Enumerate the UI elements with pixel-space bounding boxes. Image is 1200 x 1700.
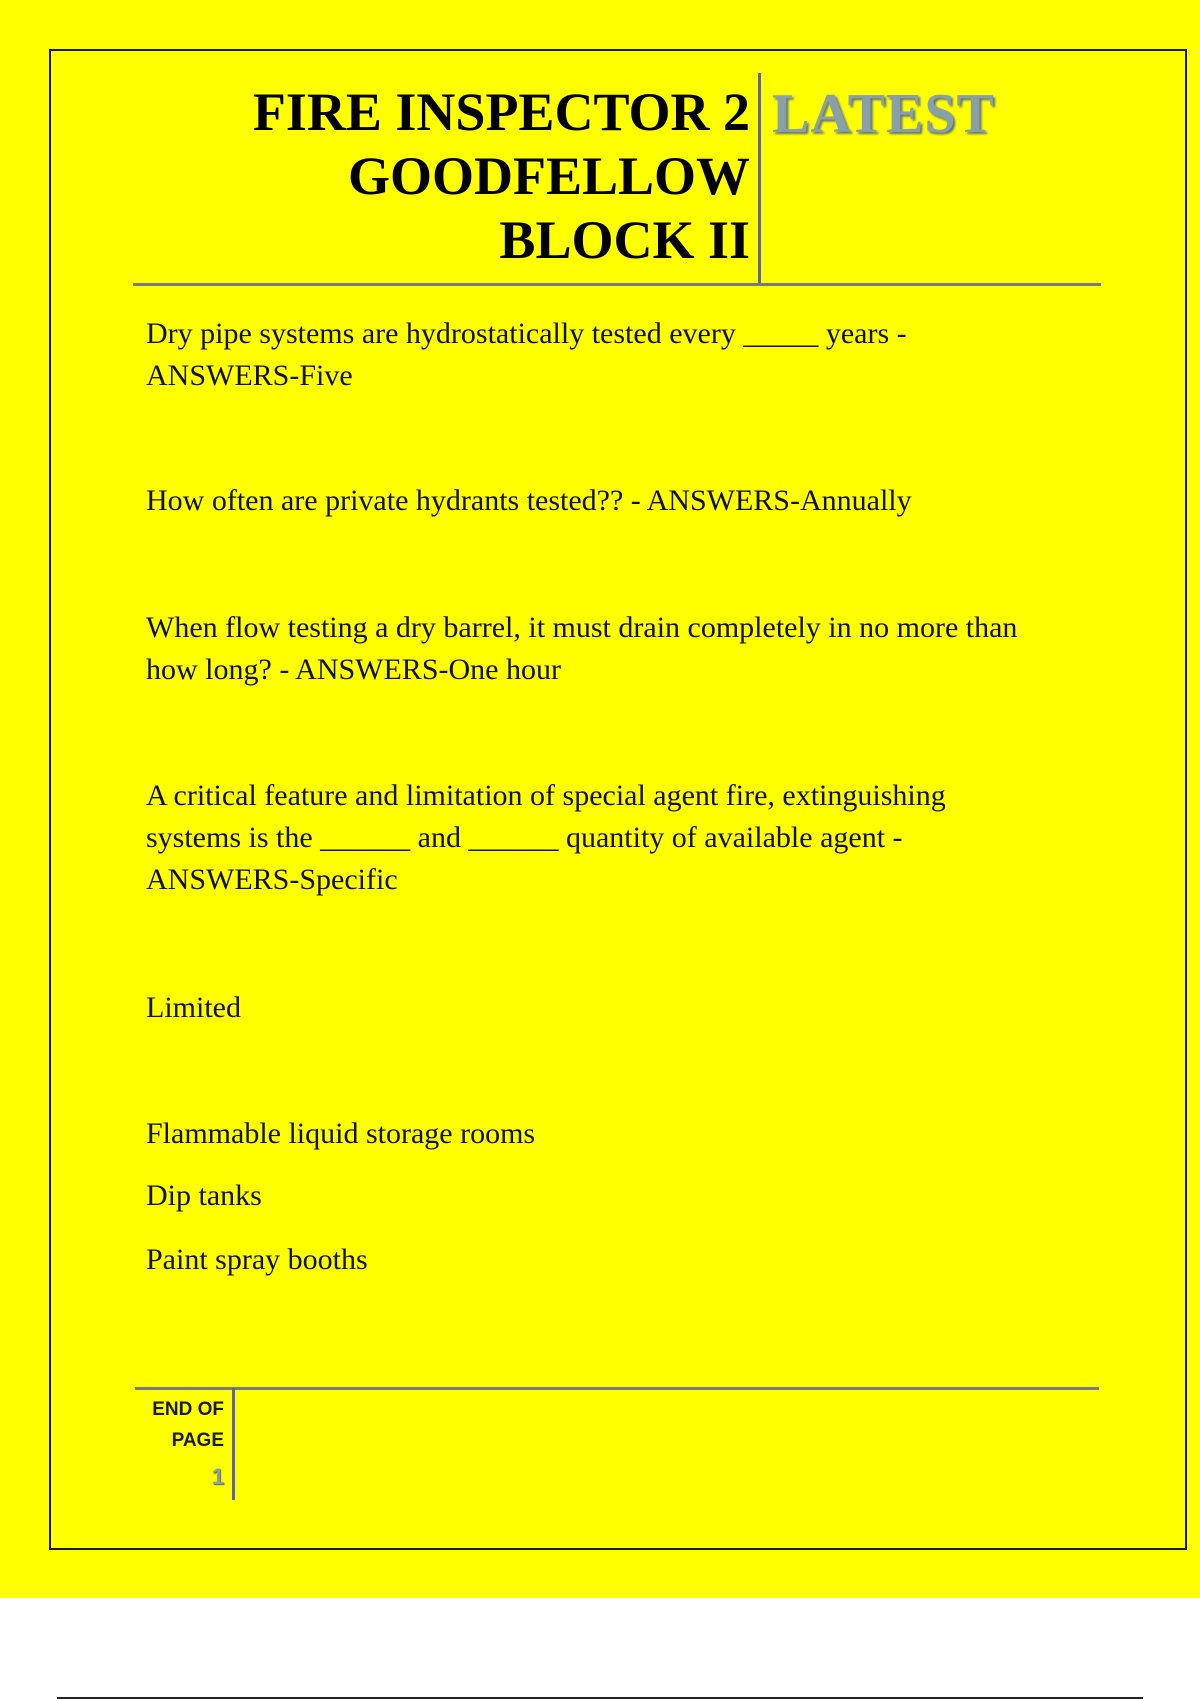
page-number: 1 [211, 1464, 224, 1489]
text-line: Dry pipe systems are hydrostatically tested every _____ years - [146, 317, 907, 350]
title-divider [758, 73, 761, 283]
footer-label-line: END OF [152, 1399, 224, 1420]
footer-label-line: PAGE [171, 1430, 224, 1451]
document-title [150, 80, 750, 272]
header-rule [133, 283, 1101, 286]
text-line: A critical feature and limitation of special agent fire, extinguishing [146, 779, 946, 812]
text-line: Flammable liquid storage rooms [146, 1117, 536, 1150]
text-flammable-rooms [146, 1113, 1106, 1155]
text-line: ANSWERS-Specific [146, 863, 398, 896]
qa-dry-barrel [146, 607, 1106, 691]
text-line: When flow testing a dry barrel, it must drain completely in no more than [146, 611, 1018, 644]
text-line: How often are private hydrants tested?? - ANSWERS-Annually [146, 484, 912, 517]
qa-special-agent [146, 775, 1106, 901]
text-line: ANSWERS-Five [146, 359, 353, 392]
bottom-rule [57, 1697, 1143, 1699]
title-line-2: GOODFELLOW [347, 146, 750, 206]
text-line: how long? - ANSWERS-One hour [146, 653, 561, 686]
qa-dry-pipe [146, 313, 1106, 397]
text-line: Dip tanks [146, 1179, 262, 1212]
text-dip-tanks [146, 1175, 1106, 1217]
latest-tag: LATEST [772, 83, 995, 145]
text-paint-booths [146, 1239, 1106, 1281]
footer-divider [232, 1388, 235, 1500]
qa-private-hydrants [146, 480, 1106, 522]
text-line: Paint spray booths [146, 1243, 368, 1276]
text-limited [146, 987, 1106, 1029]
title-line-1: FIRE INSPECTOR 2 [252, 82, 750, 142]
title-line-3: BLOCK II [499, 210, 750, 270]
end-of-page-label [140, 1394, 224, 1456]
text-line: systems is the ______ and ______ quantity of available agent - [146, 821, 903, 854]
footer-rule [135, 1387, 1099, 1390]
text-line: Limited [146, 991, 241, 1024]
